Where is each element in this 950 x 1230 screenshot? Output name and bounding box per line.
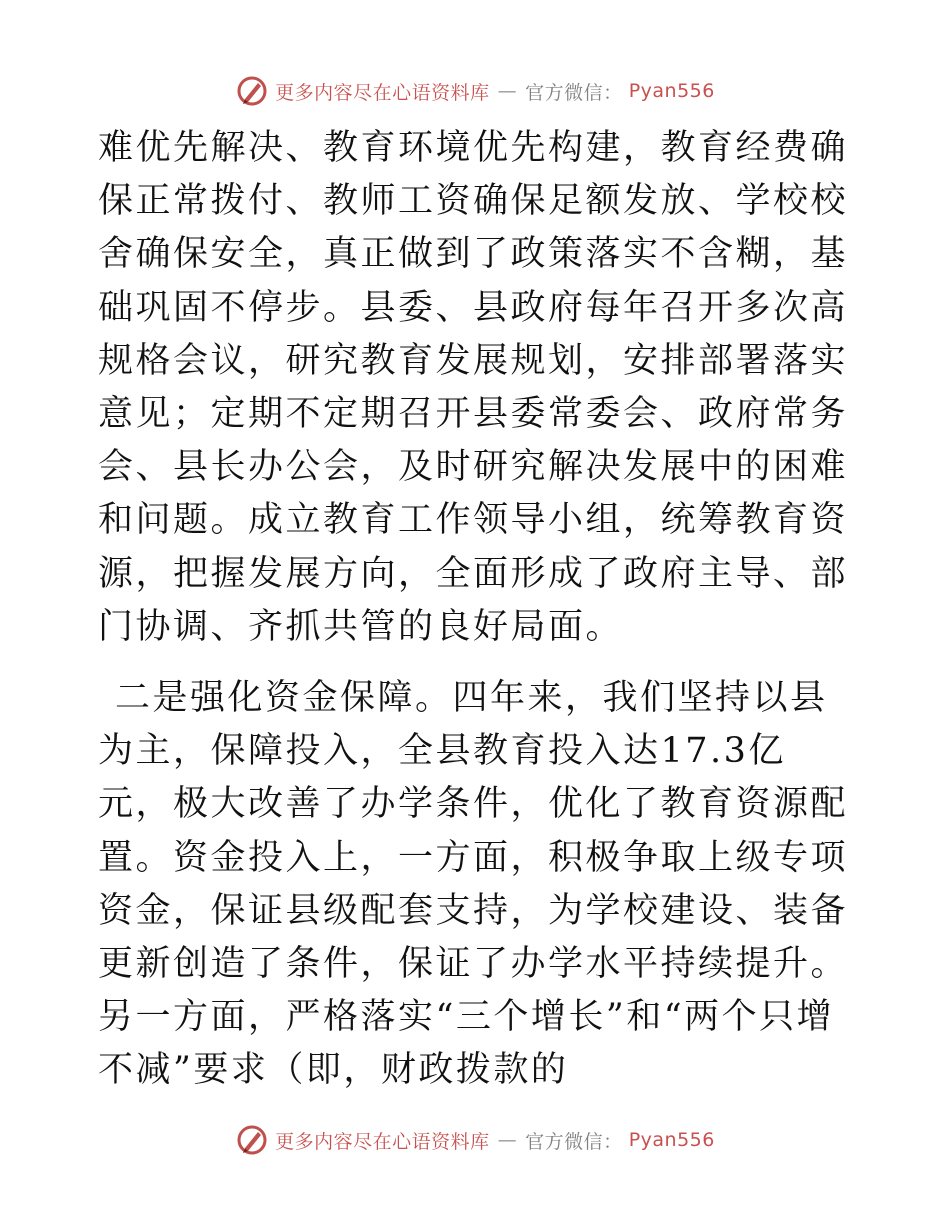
watermark-wechat-id: Pyan556 [628,1129,715,1151]
pen-logo-icon [235,1123,269,1157]
pen-logo-icon [235,74,269,108]
watermark-separator: — [497,1129,518,1151]
header-watermark [0,74,950,108]
paragraph: 二是强化资金保障。四年来，我们坚持以县为主，保障投入，全县教育投入达17.3亿元，极大改善了办学条件，优化了教育资源配置。资金投入上，一方面，积极争取上级专项资金，保证县级配套支持，为学校建设、装备更新创造了条件，保证了办学水平持续提升。另一方面，严格落实“三个增长”和“两个只增不减”要求（即，财政拨款的 [98,678,849,1091]
footer-watermark [0,1123,950,1157]
watermark-label: 官方微信： [525,81,623,104]
watermark-separator: — [497,80,518,102]
watermark-brand: 更多内容尽在心语资料库 [275,81,490,104]
paragraph: 难优先解决、教育环境优先构建，教育经费确保正常拨付、教师工资确保足额发放、学校校舍确保安全，真正做到了政策落实不含糊，基础巩固不停步。县委、县政府每年召开多次高规格会议，研究教育发展规划，安排部署落实意见；定期不定期召开县委常委会、政府常务会、县长办公会，及时研究解决发展中的困难和问题。成立教育工作领导小组，统筹教育资源，把握发展方向，全面形成了政府主导、部门协调、齐抓共管的良好局面。 [98,128,849,647]
watermark-label: 官方微信： [525,1130,623,1153]
watermark-brand: 更多内容尽在心语资料库 [275,1130,490,1153]
document-body [98,122,858,1098]
watermark-wechat-id: Pyan556 [628,80,715,102]
